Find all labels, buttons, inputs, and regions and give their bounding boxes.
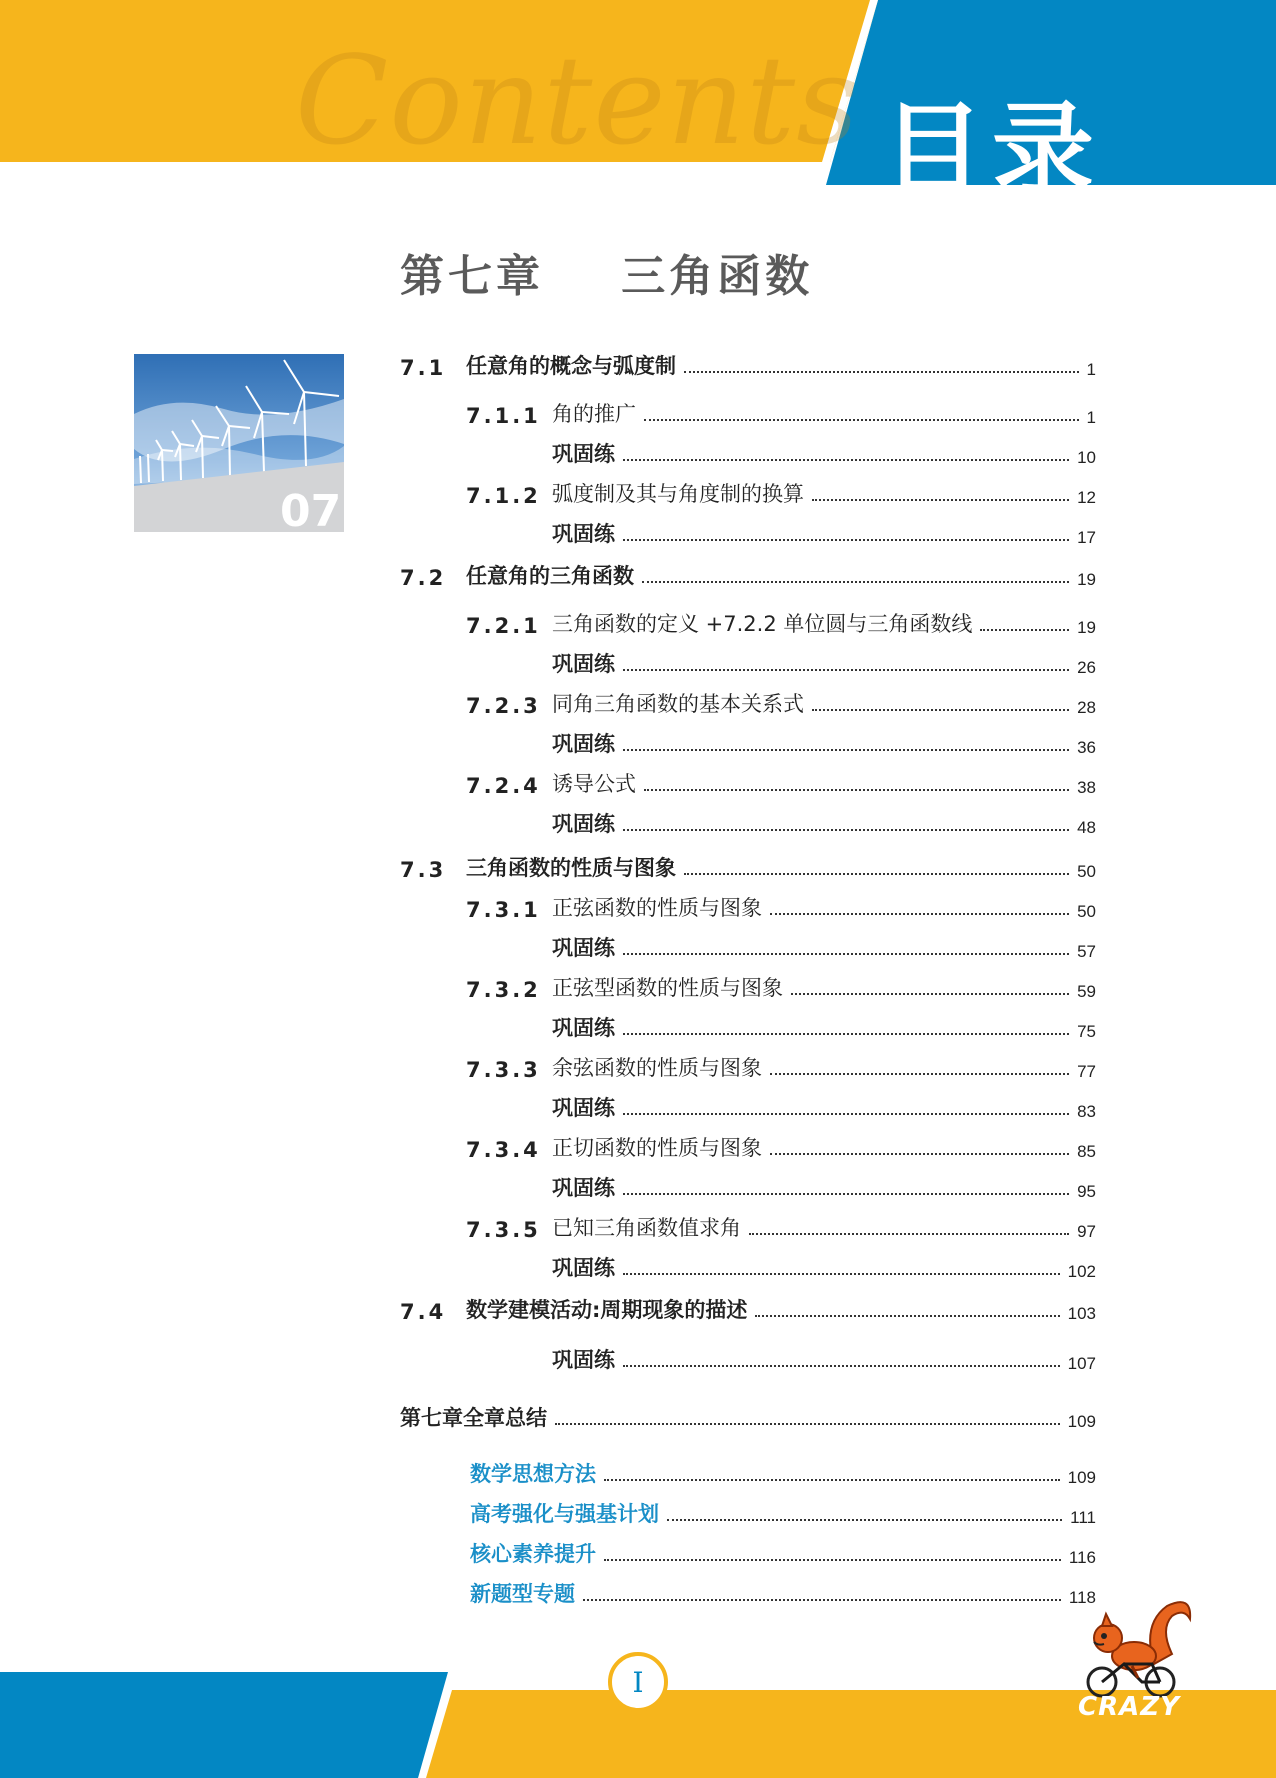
toc-page-number: 97 (1077, 1222, 1096, 1241)
toc-page-number: 107 (1067, 1354, 1096, 1373)
toc-page-number: 85 (1077, 1142, 1096, 1161)
toc-section-number: 7.3 (400, 858, 447, 882)
toc-page-number: 50 (1077, 862, 1096, 881)
toc-section-number: 7.3.2 (466, 978, 541, 1002)
toc-entry[interactable] (400, 970, 1096, 1002)
toc-section-title: 巩固练 (552, 812, 615, 836)
toc-entry[interactable] (400, 646, 1096, 678)
toc-page-number: 12 (1077, 488, 1096, 507)
dot-leader (623, 669, 1069, 671)
toc-section-title: 角的推广 (552, 402, 636, 426)
toc-entry[interactable] (400, 606, 1096, 638)
toc-page-number: 118 (1068, 1588, 1096, 1607)
toc-page-number: 28 (1077, 698, 1096, 717)
toc-section-number: 7.2.4 (466, 774, 541, 798)
dot-leader (644, 419, 1079, 421)
toc-entry[interactable] (400, 1250, 1096, 1282)
dot-leader (749, 1233, 1069, 1235)
toc-section-title: 正切函数的性质与图象 (552, 1136, 762, 1160)
dot-leader (623, 1273, 1060, 1275)
dot-leader (623, 953, 1069, 955)
dot-leader (604, 1559, 1061, 1561)
toc-section-title: 同角三角函数的基本关系式 (552, 692, 804, 716)
toc-entry[interactable] (400, 1050, 1096, 1082)
dot-leader (770, 1153, 1069, 1155)
toc-entry[interactable] (400, 1210, 1096, 1242)
dot-leader (812, 499, 1069, 501)
toc-entry[interactable] (400, 1496, 1096, 1528)
dot-leader (623, 1193, 1069, 1195)
toc-section-title: 巩固练 (552, 732, 615, 756)
toc-entry[interactable] (400, 396, 1096, 428)
dot-leader (623, 459, 1069, 461)
toc-section-title: 巩固练 (552, 652, 615, 676)
chapter-number: 07 (280, 486, 342, 532)
dot-leader (644, 789, 1069, 791)
dot-leader (770, 1073, 1069, 1075)
toc-entry[interactable] (400, 726, 1096, 758)
toc-section-number: 7.4 (400, 1300, 447, 1324)
toc-entry[interactable] (400, 1400, 1096, 1432)
toc-section-title: 弧度制及其与角度制的换算 (552, 482, 804, 506)
toc-section-number: 7.1.2 (466, 484, 541, 508)
toc-page-number: 109 (1067, 1412, 1096, 1431)
toc-section-title: 数学思想方法 (470, 1462, 596, 1486)
toc-section-title: 巩固练 (552, 1348, 615, 1372)
toc-page-number: 50 (1077, 902, 1096, 921)
toc-section-number: 7.1 (400, 356, 447, 380)
chapter-photo (134, 354, 344, 532)
toc-page-number: 111 (1070, 1508, 1096, 1527)
toc-page-number: 38 (1077, 778, 1096, 797)
toc-page-number: 95 (1077, 1182, 1096, 1201)
toc-entry[interactable] (400, 1536, 1096, 1568)
page-number: I (632, 1665, 644, 1699)
toc-section-title: 余弦函数的性质与图象 (552, 1056, 762, 1080)
toc-entry[interactable] (400, 516, 1096, 548)
toc-section-title: 第七章全章总结 (400, 1406, 547, 1430)
toc-section-title: 诱导公式 (552, 772, 636, 796)
squirrel-on-bicycle-icon (1072, 1594, 1202, 1704)
toc-page-number: 57 (1077, 942, 1096, 961)
dot-leader (812, 709, 1069, 711)
toc-section-title: 正弦型函数的性质与图象 (552, 976, 783, 1000)
toc-section-number: 7.1.1 (466, 404, 541, 428)
toc-entry[interactable] (400, 806, 1096, 838)
page-number-badge (608, 1652, 668, 1712)
toc-entry[interactable] (400, 1456, 1096, 1488)
toc-entry[interactable] (400, 686, 1096, 718)
toc-section-title: 巩固练 (552, 1096, 615, 1120)
toc-section-title: 巩固练 (552, 1176, 615, 1200)
toc-section-title: 三角函数的性质与图象 (466, 856, 676, 880)
toc-section-title: 巩固练 (552, 522, 615, 546)
toc-page-number: 75 (1077, 1022, 1096, 1041)
toc-entry[interactable] (400, 930, 1096, 962)
toc-page-number: 116 (1068, 1548, 1096, 1567)
toc-section-title: 任意角的概念与弧度制 (466, 354, 676, 378)
toc-section-number: 7.2 (400, 566, 447, 590)
toc-page-number: 83 (1077, 1102, 1096, 1121)
toc-section-title: 新题型专题 (470, 1582, 575, 1606)
toc-section-number: 7.2.3 (466, 694, 541, 718)
toc-entry[interactable] (400, 1342, 1096, 1374)
dot-leader (684, 371, 1079, 373)
contents-watermark: Contents (295, 30, 860, 172)
page-title: 目录 (882, 92, 1102, 211)
toc-entry[interactable] (400, 890, 1096, 922)
toc-entry[interactable] (400, 1090, 1096, 1122)
toc-entry[interactable] (400, 1292, 1096, 1324)
toc-section-title: 核心素养提升 (470, 1542, 596, 1566)
dot-leader (583, 1599, 1061, 1601)
toc-entry[interactable] (400, 1170, 1096, 1202)
toc-entry[interactable] (400, 766, 1096, 798)
toc-page-number: 102 (1067, 1262, 1096, 1281)
toc-section-title: 正弦函数的性质与图象 (552, 896, 762, 920)
toc-section-title: 任意角的三角函数 (466, 564, 634, 588)
toc-page-number: 1 (1086, 360, 1096, 379)
chapter-title: 第七章 三角函数 (400, 251, 814, 302)
dot-leader (755, 1315, 1059, 1317)
toc-entry[interactable] (400, 476, 1096, 508)
toc-entry[interactable] (400, 1010, 1096, 1042)
toc-section-number: 7.2.1 (466, 614, 541, 638)
dot-leader (555, 1423, 1060, 1425)
dot-leader (604, 1479, 1060, 1481)
toc-entry[interactable] (400, 1130, 1096, 1162)
toc-section-title: 高考强化与强基计划 (470, 1502, 659, 1526)
toc-page-number: 77 (1077, 1062, 1096, 1081)
toc-section-title: 巩固练 (552, 936, 615, 960)
toc-page-number: 1 (1086, 408, 1096, 427)
toc-page-number: 48 (1077, 818, 1096, 837)
toc-section-title: 巩固练 (552, 1016, 615, 1040)
toc-page-number: 17 (1077, 528, 1096, 547)
toc-section-number: 7.3.1 (466, 898, 541, 922)
dot-leader (642, 581, 1069, 583)
toc-section-number: 7.3.3 (466, 1058, 541, 1082)
toc-page-number: 19 (1077, 570, 1096, 589)
toc-page-number: 19 (1077, 618, 1096, 637)
dot-leader (623, 829, 1069, 831)
dot-leader (684, 873, 1069, 875)
toc-section-number: 7.3.5 (466, 1218, 541, 1242)
dot-leader (623, 749, 1069, 751)
toc-page-number: 103 (1067, 1304, 1096, 1323)
toc-section-number: 7.3.4 (466, 1138, 541, 1162)
toc-page-number: 26 (1077, 658, 1096, 677)
toc-entry[interactable] (400, 348, 1096, 380)
toc-entry[interactable] (400, 436, 1096, 468)
toc-page-number: 36 (1077, 738, 1096, 757)
toc-section-title: 已知三角函数值求角 (552, 1216, 741, 1240)
dot-leader (623, 1113, 1069, 1115)
toc-entry[interactable] (400, 850, 1096, 882)
toc-page-number: 59 (1077, 982, 1096, 1001)
toc-entry[interactable] (400, 1576, 1096, 1608)
dot-leader (667, 1519, 1062, 1521)
dot-leader (770, 913, 1069, 915)
toc-section-title: 巩固练 (552, 1256, 615, 1280)
toc-page-number: 10 (1077, 448, 1096, 467)
toc-entry[interactable] (400, 558, 1096, 590)
toc-page-number: 109 (1067, 1468, 1096, 1487)
toc-section-title: 数学建模活动:周期现象的描述 (466, 1298, 748, 1322)
dot-leader (623, 1365, 1060, 1367)
mascot-label: CRAZY (1078, 1692, 1180, 1722)
dot-leader (623, 539, 1069, 541)
toc-section-title: 巩固练 (552, 442, 615, 466)
dot-leader (791, 993, 1069, 995)
dot-leader (980, 629, 1069, 631)
dot-leader (623, 1033, 1069, 1035)
toc-section-title: 三角函数的定义 +7.2.2 单位圆与三角函数线 (552, 612, 973, 636)
